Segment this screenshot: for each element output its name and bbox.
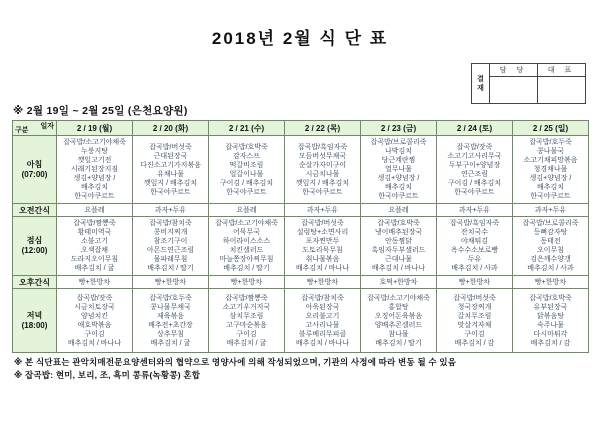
corner-cell: [13, 121, 57, 136]
menu-cell: [513, 136, 589, 204]
menu-item: 고사리나물: [305, 321, 340, 329]
menu-item: 한국야쿠르트: [454, 188, 495, 196]
menu-item: 요플레: [236, 206, 257, 214]
menu-cell: [285, 276, 361, 289]
menu-item: 참조기구이: [153, 238, 188, 245]
menu-item: 한국야쿠르트: [378, 193, 419, 200]
menu-item: 누룽지탕: [80, 148, 109, 155]
approval-col-damdang: 담 당: [490, 64, 538, 77]
menu-item: 검은깨수양갱: [530, 256, 571, 263]
menu-cell: [57, 204, 133, 217]
menu-item: 콩비지찌개: [153, 229, 188, 236]
menu-item: 연근조림: [460, 170, 489, 178]
menu-item: 구이김: [236, 330, 257, 338]
menu-item: 아욱된장국: [305, 303, 340, 311]
menu-item: 잔치국수: [460, 229, 489, 236]
menu-item: 제육볶음: [156, 312, 185, 320]
menu-item: 깻잎고기전: [77, 157, 112, 164]
menu-item: 시금치토장국: [74, 303, 115, 311]
menu-item: 모듬버섯무채국: [298, 152, 347, 160]
menu-item: 애호박볶음: [77, 321, 112, 329]
menu-item: 콩나물국: [536, 148, 565, 155]
menu-item: 흑임자두부샐러드: [371, 247, 426, 254]
menu-item: 숙주나물: [536, 321, 565, 329]
menu-item: 한국야쿠르트: [302, 188, 343, 196]
meal-name: 오후간식: [19, 277, 50, 287]
menu-item: 상추무침: [156, 330, 185, 338]
menu-item: 빵+한방차: [534, 278, 567, 286]
meal-time: (18:00): [21, 320, 48, 330]
menu-cell: [361, 276, 437, 289]
menu-item: 유채나물: [156, 170, 185, 178]
menu-item: 근대나물: [384, 256, 413, 263]
row-label: [13, 217, 57, 276]
menu-item: 잡곡밥/버섯죽: [149, 143, 192, 151]
row-label: [13, 136, 57, 204]
menu-item: 빵+한방차: [154, 278, 187, 286]
menu-table: [12, 120, 589, 353]
menu-item: 감자스프: [232, 152, 261, 160]
menu-item: 배추김치 / 귤: [226, 339, 267, 347]
menu-item: 시래기된장지짐: [70, 166, 119, 173]
menu-cell: [437, 217, 513, 276]
menu-item: 두부구이+양념장: [448, 161, 501, 169]
menu-item: 잡곡밥/흑임자죽: [297, 143, 348, 151]
menu-item: 요플레: [388, 206, 409, 214]
menu-item: 홍합탕: [388, 303, 409, 311]
menu-item: 배추김치 / 사과: [527, 265, 574, 272]
menu-item: 소고기채피망볶음: [523, 157, 578, 164]
menu-item: 동태전: [540, 238, 561, 245]
menu-item: 야채튀김: [460, 238, 489, 245]
menu-cell: [57, 136, 133, 204]
footnote-line: ※ 잡곡밥: 현미, 보리, 조, 흑미 콩류(녹황콩) 혼합: [14, 370, 201, 380]
menu-item: 잡곡밥/호박죽: [529, 294, 572, 302]
menu-cell: [209, 204, 285, 217]
footnote-line: ※ 본 식단표는 관악치매전문요양센터와의 협약으로 영양사에 의해 작성되었으며, 기관의 사정에 따라 변동 될 수 있음: [14, 357, 457, 367]
menu-cell: [513, 289, 589, 353]
row-label: [13, 276, 57, 289]
menu-cell: [361, 136, 437, 204]
menu-item: 유부된장국: [533, 303, 568, 311]
menu-item: 한국야쿠르트: [150, 188, 191, 196]
menu-item: 과자+두유: [534, 206, 567, 214]
menu-item: 배추김치 / 감: [454, 339, 495, 347]
menu-item: 빵+한방차: [306, 278, 339, 286]
menu-item: 취나물볶음: [305, 256, 340, 263]
menu-item: 나박김치: [384, 148, 413, 155]
menu-item: 포자찐만두: [305, 238, 340, 245]
menu-cell: [513, 276, 589, 289]
menu-item: 얼갈이나물: [229, 170, 264, 178]
menu-item: 두유: [467, 256, 482, 263]
menu-item: 잡곡밥/소고기야채죽: [215, 220, 278, 227]
menu-item: 배추전+초간장: [148, 321, 193, 329]
menu-item: 구이김: [464, 330, 485, 338]
meal-name: 점심: [26, 236, 43, 245]
menu-item: 순살가자미구이: [298, 161, 347, 169]
menu-item: 배추김치 / 바나나: [295, 265, 350, 272]
corner-ilja-label: 일자: [40, 123, 54, 130]
menu-item: 잡곡밥/브로콜리죽: [522, 220, 579, 227]
day-header: 2 / 21 (수): [209, 121, 285, 136]
menu-item: 배추김치 / 바나나: [67, 339, 122, 347]
meal-name: 아침: [26, 159, 43, 169]
menu-row: [13, 204, 589, 217]
day-header: 2 / 22 (목): [285, 121, 361, 136]
menu-item: 과자+두유: [458, 206, 491, 214]
menu-item: 청국장찌개: [457, 303, 492, 311]
menu-item: 갈치무조림: [457, 312, 492, 320]
menu-item: 배추김치 / 귤: [150, 339, 191, 347]
menu-item: 소고기고사리무국: [447, 152, 502, 160]
menu-item: 설렁탕+소면사리: [296, 229, 349, 236]
menu-cell: [285, 289, 361, 353]
menu-cell: [133, 276, 209, 289]
menu-item: 잡곡밥/소고기야채죽: [63, 139, 126, 146]
menu-item: 양념치킨: [80, 312, 109, 320]
menu-cell: [437, 276, 513, 289]
menu-item: 잡곡밥/브로콜리죽: [370, 139, 427, 146]
menu-item: 빵+한방차: [230, 278, 263, 286]
menu-item: 잡곡밥/호박죽: [225, 143, 268, 151]
menu-cell: [133, 136, 209, 204]
menu-cell: [361, 289, 437, 353]
menu-cell: [437, 204, 513, 217]
menu-row: [13, 276, 589, 289]
menu-cell: [209, 276, 285, 289]
menu-item: 잡곡밥/흑임자죽: [449, 220, 500, 227]
menu-item: 도라지오이무침: [70, 256, 119, 263]
menu-item: 빵+한방차: [458, 278, 491, 286]
menu-item: 고구마순볶음: [226, 321, 267, 329]
day-header-row: [13, 121, 589, 136]
menu-item: 잡곡밥/호두죽: [529, 139, 572, 146]
menu-item: 시금치나물: [305, 170, 340, 178]
menu-item: 잡곡밥/호박죽: [377, 220, 420, 227]
menu-item: 양배추콘샐러드: [374, 321, 423, 329]
menu-item: 배추김치 / 딸기: [375, 339, 422, 347]
menu-item: 배추김치: [536, 184, 565, 191]
menu-item: 맛살겨자채: [457, 321, 492, 329]
menu-item: 어묵무국: [232, 229, 261, 236]
menu-item: 청경채나물: [533, 166, 568, 173]
approval-label: 결 재: [472, 64, 490, 104]
menu-item: 물파래무침: [153, 256, 188, 263]
menu-item: 잡곡밥/버섯죽: [301, 220, 344, 227]
menu-item: 열무나물: [384, 166, 413, 173]
menu-item: 배추김치 / 바나나: [371, 265, 426, 272]
menu-item: 당근계란찜: [381, 157, 416, 164]
menu-item: 도토리묵무침: [302, 247, 343, 254]
menu-item: 잡곡밥/소고기야채죽: [367, 294, 430, 302]
menu-item: 구이김: [84, 330, 105, 338]
menu-item: 배추김치 / 딸기: [223, 265, 270, 272]
menu-item: 잡곡밥/버섯죽: [453, 294, 496, 302]
approval-sign-cell: [490, 77, 538, 104]
menu-item: 구이김 / 배추김치: [219, 179, 274, 187]
menu-item: 안동찜닭: [384, 238, 413, 245]
day-header: 2 / 23 (금): [361, 121, 437, 136]
menu-item: 오이무침: [536, 247, 565, 254]
menu-cell: [209, 136, 285, 204]
menu-item: 다진소고기가지볶음: [140, 161, 201, 169]
menu-item: 블루베리무피클: [298, 330, 347, 338]
menu-item: 잡곡밥/짬뽕죽: [73, 220, 116, 227]
menu-cell: [437, 289, 513, 353]
menu-cell: [361, 204, 437, 217]
menu-item: 떡갈비조림: [229, 161, 264, 169]
menu-cell: [285, 136, 361, 204]
meal-time: (07:00): [21, 169, 48, 179]
menu-item: 냉이배추된장국: [374, 229, 423, 236]
menu-item: 잡곡밥/짬뽕죽: [225, 294, 268, 302]
menu-item: 배추김치 / 바나나: [295, 339, 350, 347]
menu-item: 과자+두유: [306, 206, 339, 214]
meal-name: 저녁: [26, 310, 43, 320]
footnotes: [14, 356, 586, 382]
meal-name: 오전간식: [19, 205, 50, 215]
approval-sign-cell: [538, 77, 586, 104]
menu-row: [13, 289, 589, 353]
menu-cell: [361, 217, 437, 276]
corner-gubun-label: 구분: [15, 127, 29, 134]
menu-row: [13, 136, 589, 204]
menu-item: 한국야쿠르트: [74, 193, 115, 200]
menu-item: 오징어돈육볶음: [374, 312, 423, 320]
menu-item: 황태미역국: [77, 229, 112, 236]
approval-col-daepyo: 대 표: [538, 64, 586, 77]
menu-item: 잡곡밥/참치죽: [149, 220, 192, 227]
menu-item: 치킨샐러드: [229, 247, 264, 254]
menu-item: 과자+두유: [154, 206, 187, 214]
row-label: [13, 289, 57, 353]
day-header: 2 / 24 (토): [437, 121, 513, 136]
menu-item: 콩나물무채국: [150, 303, 191, 311]
menu-item: 배추김치 / 감: [530, 339, 571, 347]
menu-item: 생김+양념장 /: [529, 175, 572, 182]
menu-item: 다시마튀각: [533, 330, 568, 338]
menu-cell: [133, 204, 209, 217]
menu-item: 소불고기: [80, 238, 109, 245]
menu-cell: [513, 204, 589, 217]
date-range-subtitle: ※ 2월 19일 ~ 2월 25일 (은천요양원): [13, 105, 188, 117]
menu-item: 배추김치 / 딸기: [147, 265, 194, 272]
menu-item: 삼치무조림: [229, 312, 264, 320]
menu-item: 오리불고기: [305, 312, 340, 320]
menu-cell: [57, 289, 133, 353]
menu-item: 하이라이스소스: [222, 238, 271, 245]
day-header: 2 / 20 (화): [133, 121, 209, 136]
menu-item: 배추김치: [80, 184, 109, 191]
menu-item: 잡곡밥/잣죽: [76, 294, 113, 302]
menu-cell: [57, 276, 133, 289]
menu-item: 오색잡채: [80, 247, 109, 254]
menu-item: 배추김치 / 사과: [451, 265, 498, 272]
menu-item: 소고기우거지국: [222, 303, 271, 311]
menu-item: 구이김 / 배추김치: [447, 179, 502, 187]
menu-item: 마늘쫑장아찌무침: [219, 256, 274, 263]
menu-item: 근대된장국: [153, 152, 188, 160]
menu-cell: [513, 217, 589, 276]
approval-box: [471, 63, 586, 104]
menu-cell: [285, 204, 361, 217]
menu-item: 배추김치 / 귤: [74, 265, 115, 272]
menu-cell: [133, 217, 209, 276]
menu-item: 한국야쿠르트: [530, 193, 571, 200]
menu-cell: [209, 217, 285, 276]
menu-row: [13, 217, 589, 276]
menu-item: 닭볶음탕: [536, 312, 565, 320]
menu-item: 깻잎지 / 배추김치: [143, 179, 198, 187]
menu-item: 빵+한방차: [78, 278, 111, 286]
menu-item: 옥수수소보로빵: [450, 247, 499, 254]
menu-item: 배추김치: [384, 184, 413, 191]
menu-table-body: [13, 136, 589, 353]
row-label: [13, 204, 57, 217]
menu-item: 잡곡밥/호두죽: [149, 294, 192, 302]
day-header: 2 / 25 (일): [513, 121, 589, 136]
menu-cell: [209, 289, 285, 353]
menu-item: 참나물: [388, 330, 409, 338]
day-header: 2 / 19 (월): [57, 121, 133, 136]
menu-item: 한국야쿠르트: [226, 188, 267, 196]
menu-cell: [437, 136, 513, 204]
meal-time: (12:00): [21, 246, 48, 255]
menu-item: 등뼈감자탕: [533, 229, 568, 236]
menu-item: 호떡+한방차: [379, 278, 418, 286]
menu-item: 아몬드연근조림: [146, 247, 195, 254]
menu-cell: [133, 289, 209, 353]
menu-item: 요플레: [84, 206, 105, 214]
menu-item: 잡곡밥/잣죽: [456, 143, 493, 151]
menu-item: 잡곡밥/참치죽: [301, 294, 344, 302]
page-title: 2018년 2월 식 단 표: [211, 29, 389, 48]
menu-item: 생김+양념장 /: [377, 175, 420, 182]
menu-cell: [285, 217, 361, 276]
menu-cell: [57, 217, 133, 276]
menu-item: 깻잎지 / 배추김치: [295, 179, 350, 187]
menu-item: 생김+양념장 /: [73, 175, 116, 182]
